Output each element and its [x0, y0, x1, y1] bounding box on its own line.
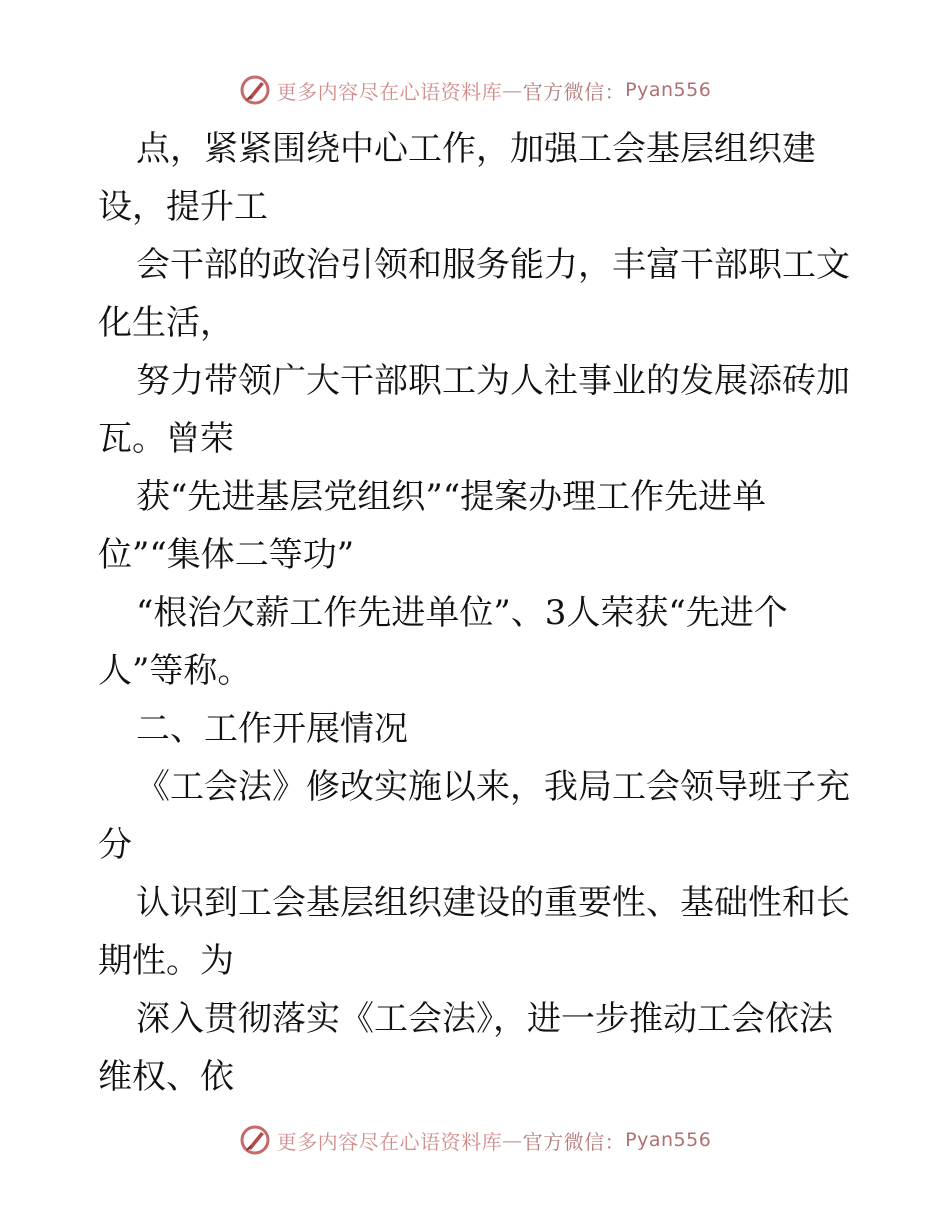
quill-circle-logo-icon: [239, 74, 271, 106]
body-line: 设，提升工: [98, 187, 268, 227]
body-line: 深入贯彻落实《工会法》，进一步推动工会依法: [136, 999, 833, 1039]
quill-circle-logo-icon: [239, 1124, 271, 1156]
document-body: [98, 120, 868, 1106]
body-line: 瓦。曾荣: [98, 419, 234, 459]
watermark-wechat-id: Pyan556: [625, 79, 712, 101]
section-heading: 二、工作开展情况: [136, 709, 408, 749]
watermark-separator: —: [502, 78, 523, 102]
footer-watermark: [0, 1120, 950, 1160]
body-line: 努力带领广大干部职工为人社事业的发展添砖加: [136, 361, 850, 401]
body-line: 期性。为: [98, 941, 234, 981]
body-line: 位”“集体二等功”: [98, 535, 355, 575]
body-line: 分: [98, 825, 132, 865]
watermark-text: 更多内容尽在心语资料库: [276, 79, 503, 104]
body-line: 《工会法》修改实施以来，我局工会领导班子充: [136, 767, 850, 807]
body-line: 认识到工会基层组织建设的重要性、基础性和长: [136, 883, 850, 923]
header-watermark: [0, 70, 950, 110]
body-line: 会干部的政治引领和服务能力，丰富干部职工文: [136, 245, 850, 285]
watermark-wechat-label: 官方微信：: [522, 1129, 626, 1154]
body-line: “根治欠薪工作先进单位”、3人荣获“先进个: [136, 593, 788, 633]
watermark-separator: —: [502, 1128, 523, 1152]
body-line: 人”等称。: [98, 651, 252, 691]
watermark-wechat-label: 官方微信：: [522, 79, 626, 104]
watermark-text: 更多内容尽在心语资料库: [276, 1129, 503, 1154]
watermark-wechat-id: Pyan556: [625, 1129, 712, 1151]
body-line: 获“先进基层党组织”“提案办理工作先进单: [136, 477, 767, 517]
body-line: 化生活，: [98, 303, 234, 343]
body-line: 维权、依: [98, 1057, 234, 1097]
body-line: 点，紧紧围绕中心工作，加强工会基层组织建: [136, 129, 816, 169]
